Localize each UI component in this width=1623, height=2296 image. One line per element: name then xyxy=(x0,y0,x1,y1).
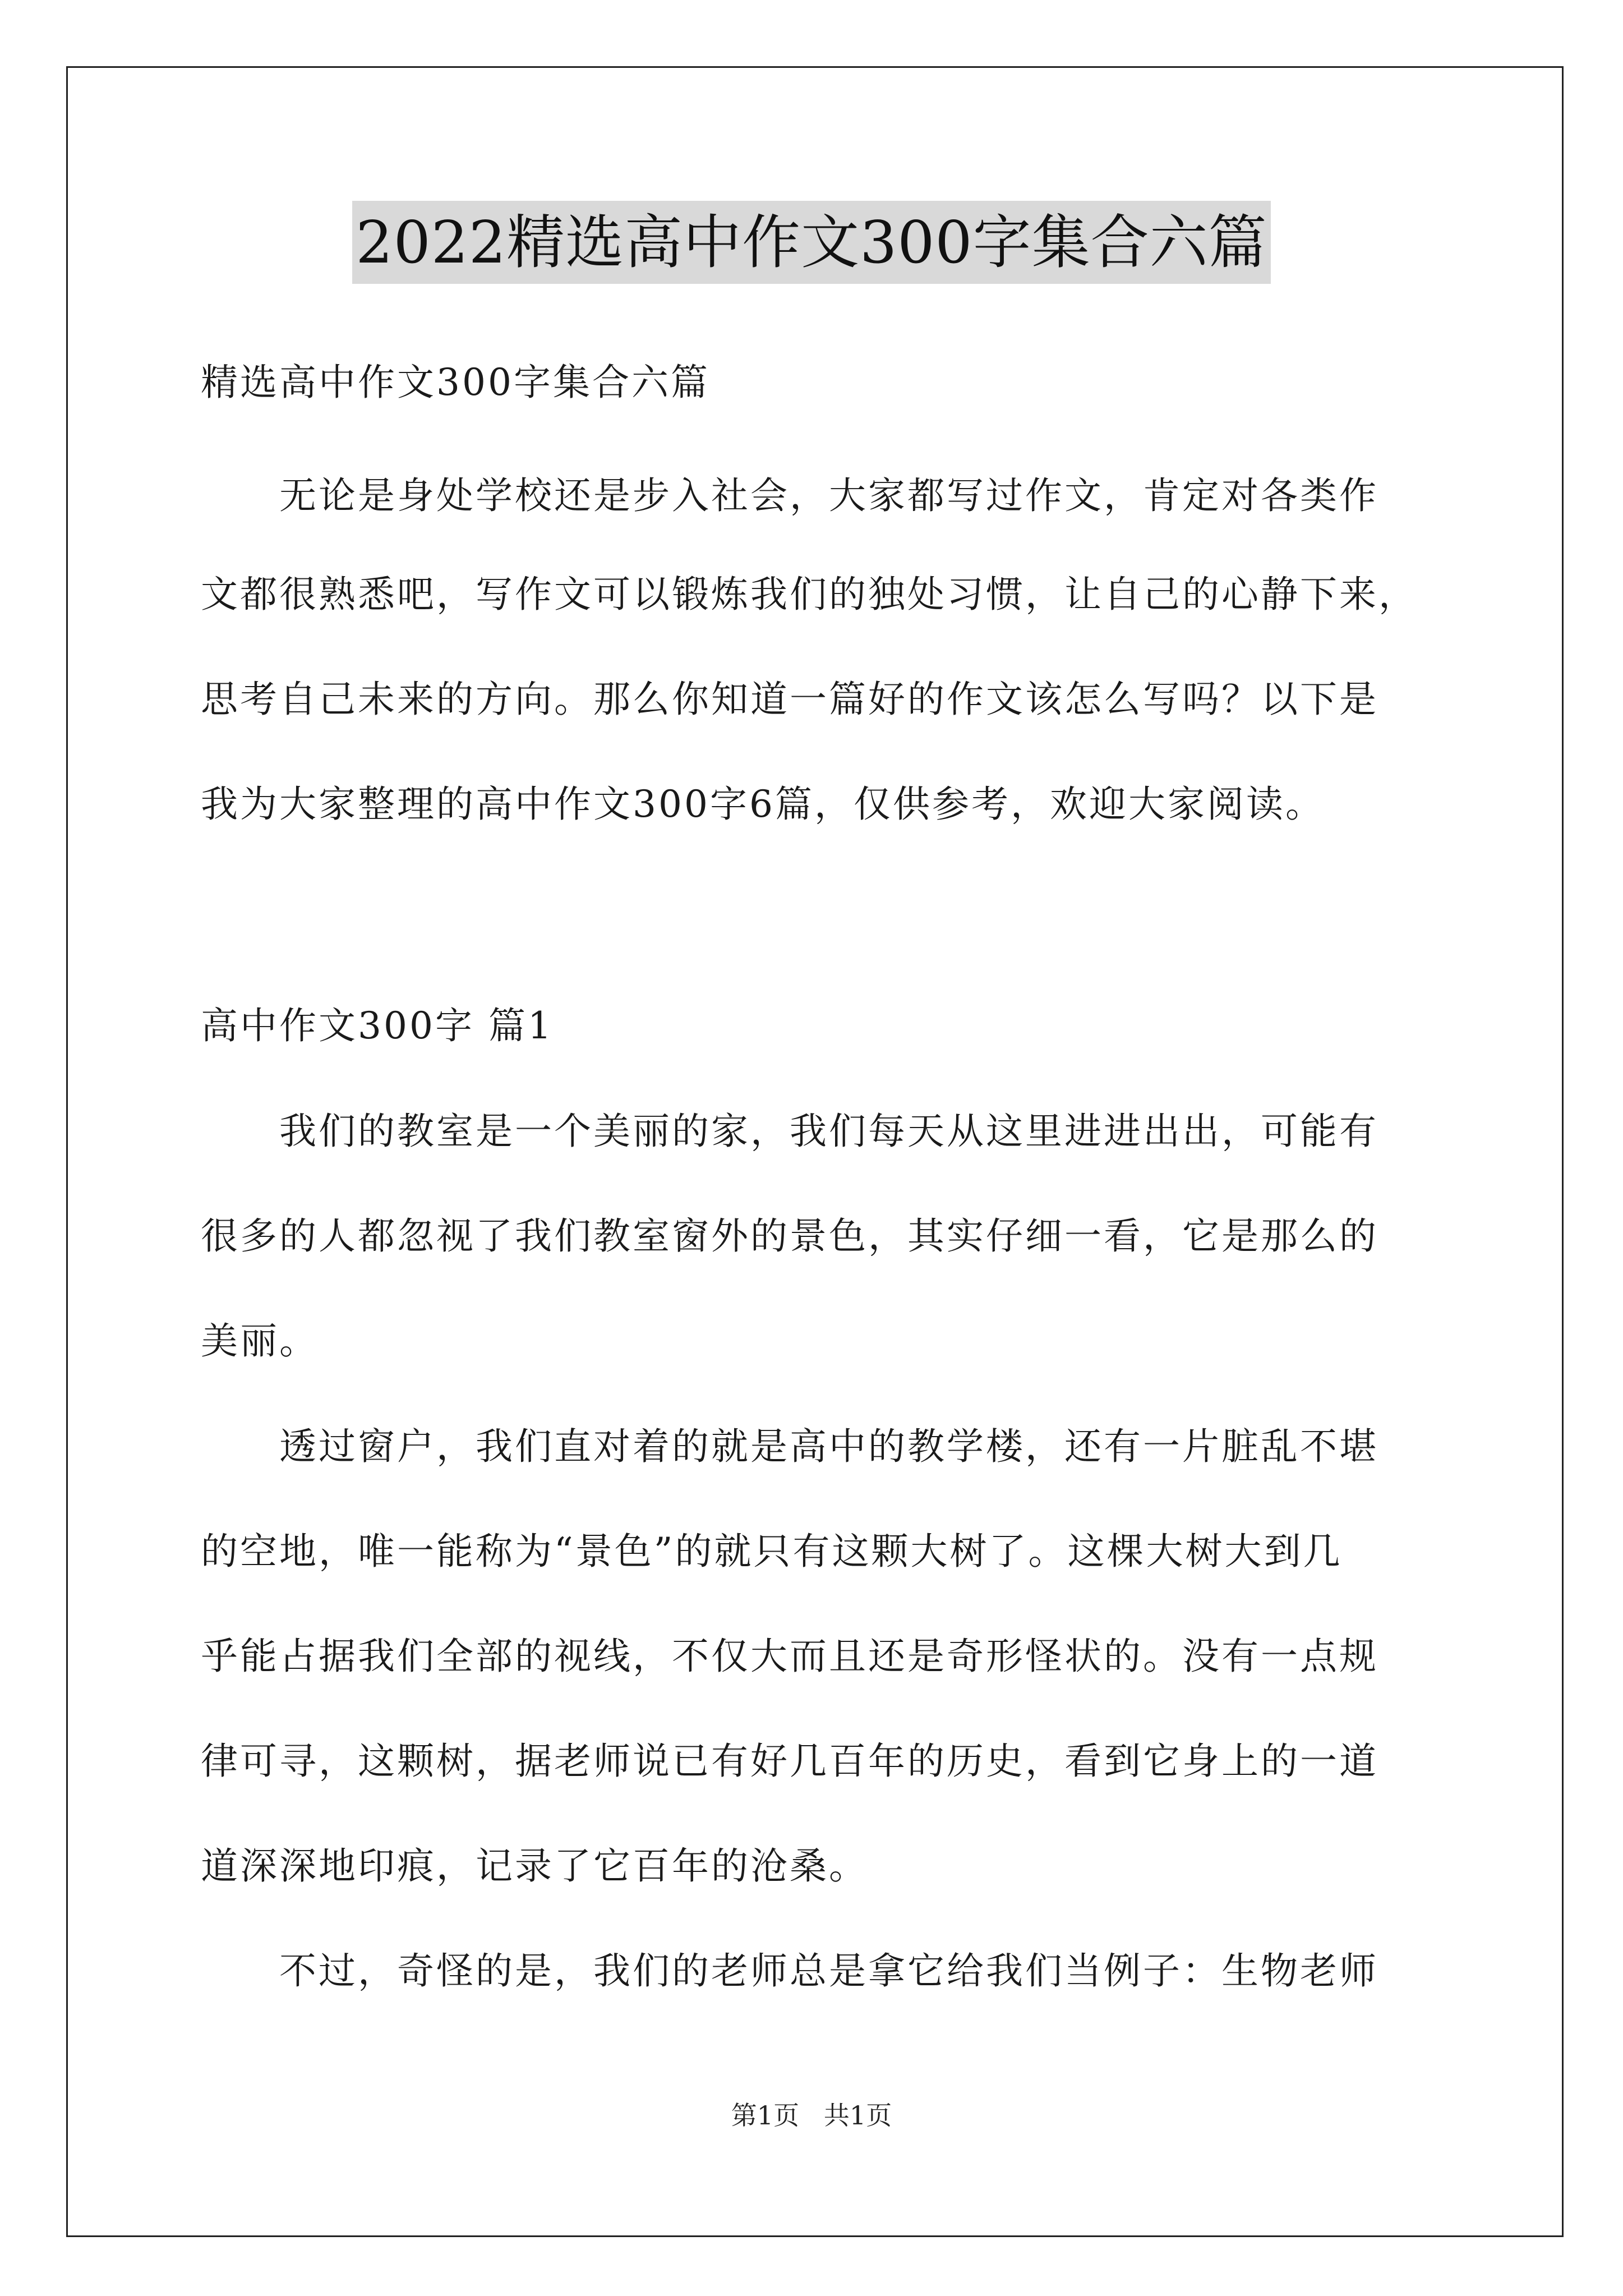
paragraph-line: 道深深地印痕，记录了它百年的沧桑。 xyxy=(201,1844,868,1888)
paragraph-line: 不过，奇怪的是，我们的老师总是拿它给我们当例子：生物老师 xyxy=(279,1949,1378,1993)
intro-line: 思考自己未来的方向。那么你知道一篇好的作文该怎么写吗？以下是 xyxy=(201,678,1378,721)
page-footer: 第1页 共1页 xyxy=(731,2100,892,2131)
section-heading: 高中作文300字 篇1 xyxy=(201,1004,554,1047)
paragraph-line: 美丽。 xyxy=(201,1319,319,1363)
intro-line: 我为大家整理的高中作文300字6篇，仅供参考，欢迎大家阅读。 xyxy=(201,783,1325,826)
paragraph-line: 乎能占据我们全部的视线，不仅大而且还是奇形怪状的。没有一点规 xyxy=(201,1635,1378,1678)
document-subtitle: 精选高中作文300字集合六篇 xyxy=(201,361,710,404)
title-container xyxy=(0,201,1623,284)
paragraph-line: 透过窗户，我们直对着的就是高中的教学楼，还有一片脏乱不堪 xyxy=(279,1425,1378,1468)
paragraph-line: 律可寻，这颗树，据老师说已有好几百年的历史，看到它身上的一道 xyxy=(201,1740,1378,1783)
paragraph-line: 我们的教室是一个美丽的家，我们每天从这里进进出出，可能有 xyxy=(279,1110,1378,1153)
document-title: 2022精选高中作文300字集合六篇 xyxy=(352,201,1270,284)
intro-line: 文都很熟悉吧，写作文可以锻炼我们的独处习惯，让自己的心静下来， xyxy=(201,573,1418,616)
paragraph-line: 很多的人都忽视了我们教室窗外的景色，其实仔细一看，它是那么的 xyxy=(201,1214,1378,1258)
intro-line: 无论是身处学校还是步入社会，大家都写过作文，肯定对各类作 xyxy=(279,474,1378,517)
paragraph-line: 的空地，唯一能称为“景色”的就只有这颗大树了。这棵大树大到几 xyxy=(201,1530,1343,1573)
